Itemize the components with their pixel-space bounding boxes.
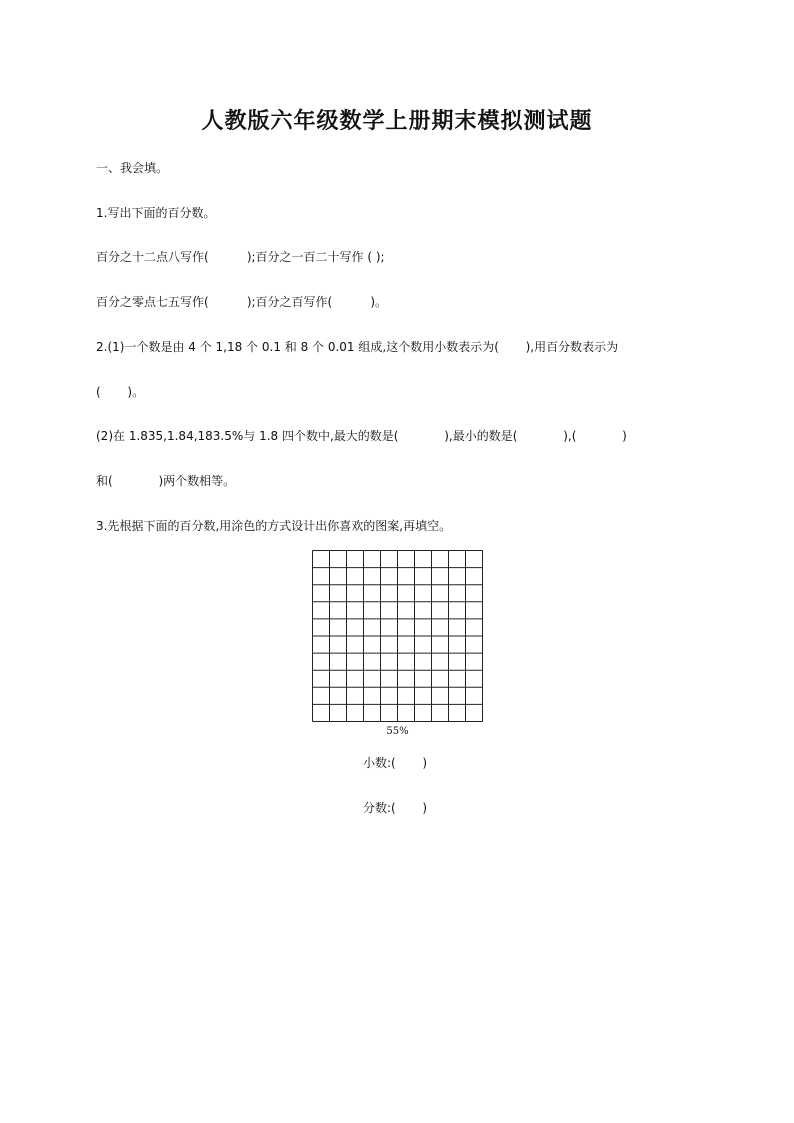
page-title: 人教版六年级数学上册期末模拟测试题: [201, 108, 593, 134]
question-2-line-1: 2.(1)一个数是由 4 个 1,18 个 0.1 和 8 个 0.01 组成,这个数用小数表示为( ),用百分数表示为: [96, 340, 619, 354]
grid-percent-label: 55%: [386, 726, 409, 737]
question-1-line-2: 百分之零点七五写作( );百分之百写作( )。: [96, 295, 388, 309]
question-1-heading: 1.写出下面的百分数。: [96, 206, 216, 220]
decimal-answer: 小数:( ): [363, 756, 428, 770]
section-heading: 一、我会填。: [96, 161, 169, 175]
question-2-line-4: 和( )两个数相等。: [96, 474, 236, 488]
question-2-line-2: ( )。: [96, 385, 145, 399]
question-1-line-1: 百分之十二点八写作( );百分之一百二十写作 ( );: [96, 250, 385, 264]
question-2-line-3: (2)在 1.835,1.84,183.5%与 1.8 四个数中,最大的数是( ),最小的数是( ),( ): [96, 429, 627, 443]
hundred-square-grid[interactable]: [312, 550, 483, 722]
fraction-answer: 分数:( ): [363, 801, 428, 815]
question-3-heading: 3.先根据下面的百分数,用涂色的方式设计出你喜欢的图案,再填空。: [96, 519, 452, 533]
